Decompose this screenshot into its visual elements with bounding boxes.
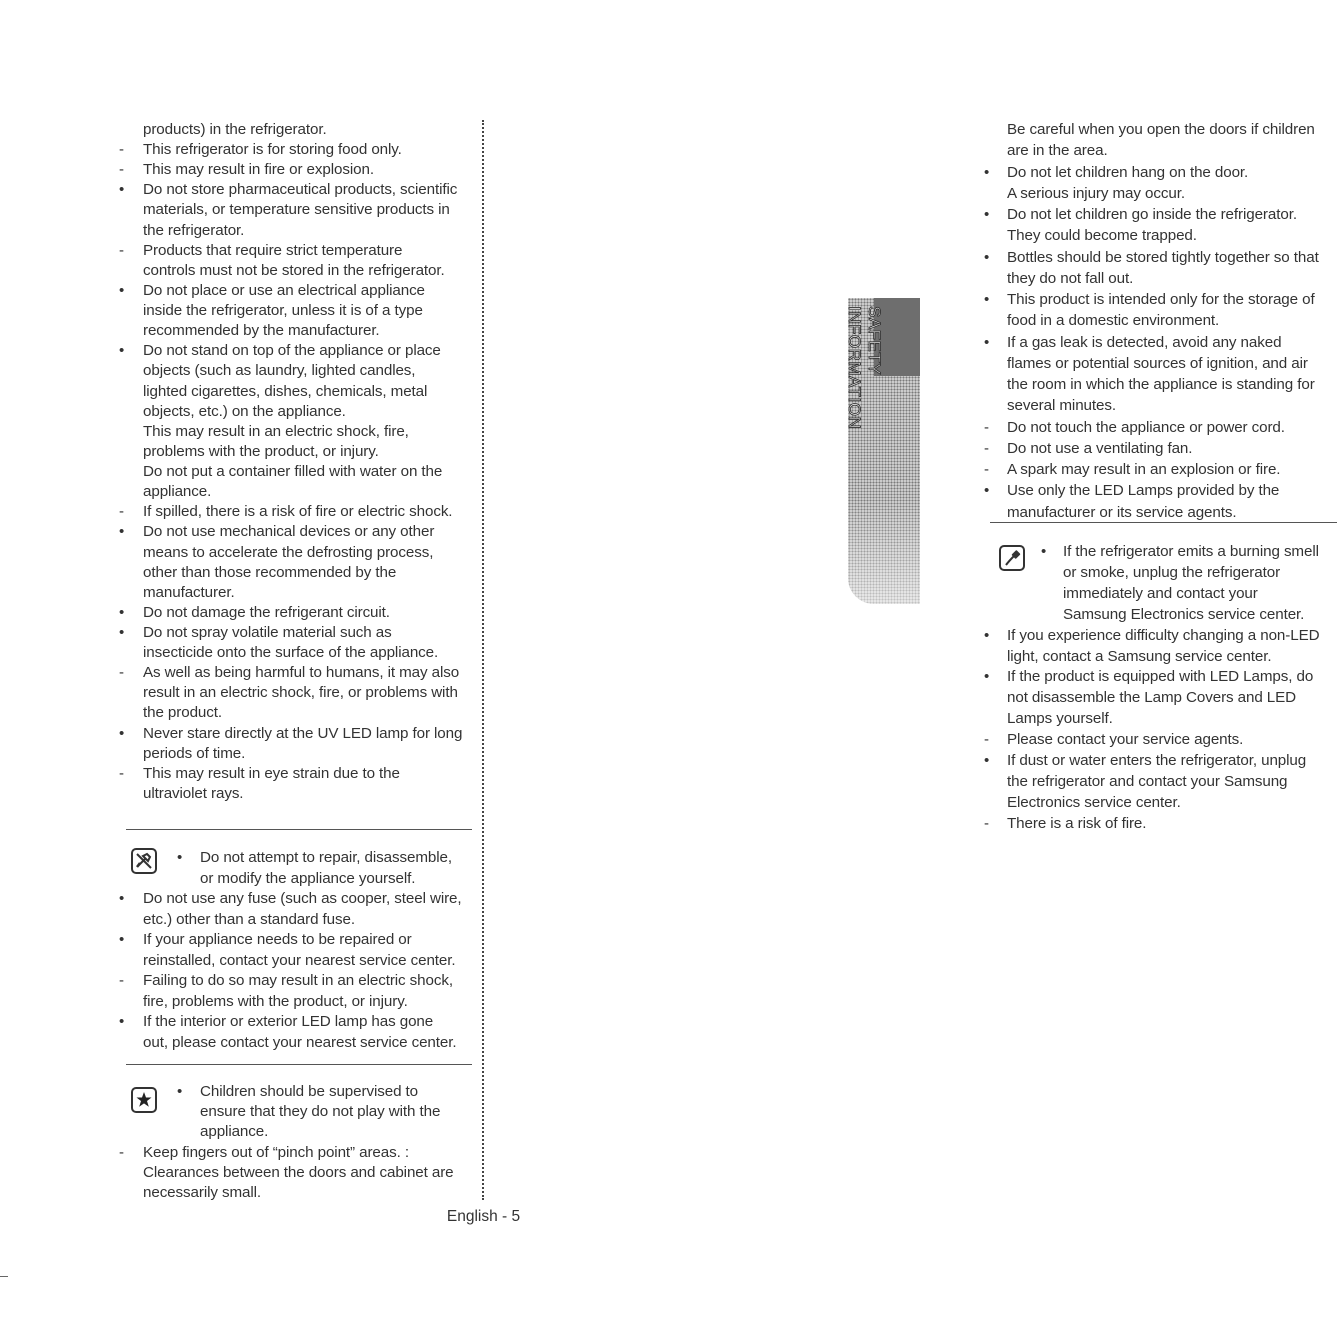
text-line: Do not let children go inside the refrigerator.: [1007, 206, 1297, 223]
bullet-marker: •: [119, 523, 125, 541]
page-number: English - 5: [446, 1208, 521, 1225]
dash-marker: -: [119, 503, 124, 521]
bullet-marker: •: [984, 163, 990, 181]
text-line: are in the area.: [1007, 142, 1108, 160]
bullet-marker: •: [984, 248, 990, 266]
text-line: Please contact your service agents.: [1007, 731, 1244, 749]
text-line: If spilled, there is a risk of fire or electric shock.: [143, 503, 453, 521]
text-line: means to accelerate the defrosting process,: [143, 543, 434, 561]
text-line: A serious injury may occur.: [1007, 184, 1185, 202]
bullet-marker: •: [177, 1083, 183, 1100]
section-divider-2: [126, 1064, 472, 1065]
text-line: Do not damage the refrigerant circuit.: [143, 603, 390, 621]
unplug-icon: [999, 545, 1025, 571]
text-line: the refrigerator and contact your Samsung: [1007, 772, 1288, 790]
text-line: If you experience difficulty changing a non-LED: [1007, 626, 1320, 644]
text-line: This refrigerator is for storing food only.: [143, 141, 402, 159]
text-line: the room in which the appliance is standing for: [1007, 376, 1315, 393]
text-line: If a gas leak is detected, avoid any naked: [1007, 333, 1282, 351]
dash-marker: -: [119, 972, 124, 989]
bullet-marker: •: [984, 333, 990, 351]
text-line: This product is intended only for the storage of: [1007, 291, 1315, 308]
text-line: Do not use a ventilating fan.: [1007, 439, 1193, 457]
text-line: Use only the LED Lamps provided by the: [1007, 482, 1280, 500]
bullet-marker: •: [119, 281, 125, 299]
text-line: inside the refrigerator, unless it is of a type: [143, 302, 423, 320]
text-line: ensure that they do not play with the: [200, 1103, 441, 1121]
text-line: Do not attempt to repair, disassemble,: [200, 849, 452, 866]
text-line: Samsung Electronics service center.: [1063, 605, 1305, 623]
text-line: Children should be supervised to: [200, 1083, 418, 1100]
bullet-marker: •: [984, 752, 990, 769]
text-line: Do not stand on top of the appliance or place: [143, 342, 441, 360]
text-line: or smoke, unplug the refrigerator: [1063, 563, 1281, 581]
bullet-marker: •: [119, 624, 125, 641]
dash-marker: -: [984, 461, 989, 478]
text-line: They could become trapped.: [1007, 227, 1197, 245]
text-line: If dust or water enters the refrigerator, unplug: [1007, 752, 1307, 769]
text-line: light, contact a Samsung service center.: [1007, 647, 1272, 665]
text-line: appliance.: [143, 483, 212, 501]
text-line: insecticide onto the surface of the appliance.: [143, 644, 439, 662]
text-line: Electronics service center.: [1007, 793, 1181, 811]
bullet-marker: •: [984, 668, 990, 686]
dash-marker: -: [984, 418, 989, 436]
text-line: necessarily small.: [143, 1184, 262, 1201]
text-line: This may result in an electric shock, fire,: [143, 422, 409, 440]
bullet-marker: •: [984, 482, 990, 500]
text-line: Do not put a container filled with water on the: [143, 463, 443, 481]
no-disassemble-icon: [131, 848, 157, 874]
text-line: As well as being harmful to humans, it may also: [143, 664, 460, 682]
text-line: products) in the refrigerator.: [143, 121, 327, 138]
text-line: Clearances between the doors and cabinet are: [143, 1163, 454, 1181]
text-line: or modify the appliance yourself.: [200, 869, 416, 887]
bullet-marker: •: [984, 206, 990, 223]
column-divider: [482, 120, 484, 1200]
text-line: several minutes.: [1007, 397, 1116, 415]
bullet-marker: •: [177, 849, 183, 866]
text-line: the product.: [143, 704, 223, 722]
text-line: fire, problems with the product, or injury.: [143, 992, 408, 1010]
bullet-marker: •: [119, 181, 125, 199]
text-line: Do not place or use an electrical appliance: [143, 281, 425, 299]
text-line: Do not store pharmaceutical products, scientific: [143, 181, 458, 199]
bullet-marker: •: [984, 291, 990, 308]
dash-marker: -: [984, 814, 989, 832]
text-line: Failing to do so may result in an electric shock,: [143, 972, 453, 989]
dash-marker: -: [119, 1143, 124, 1161]
text-line: not disassemble the Lamp Covers and LED: [1007, 689, 1297, 707]
dash-marker: -: [984, 731, 989, 749]
text-line: reinstalled, contact your nearest service center.: [143, 951, 456, 969]
text-line: A spark may result in an explosion or fire.: [1007, 461, 1281, 478]
dash-marker: -: [119, 161, 124, 179]
text-line: out, please contact your nearest service center.: [143, 1033, 457, 1051]
text-line: other than those recommended by the: [143, 563, 397, 581]
bullet-marker: •: [119, 342, 125, 360]
text-line: immediately and contact your: [1063, 584, 1258, 602]
text-line: manufacturer or its service agents.: [1007, 503, 1237, 521]
text-line: problems with the product, or injury.: [143, 442, 379, 460]
dash-marker: -: [119, 664, 124, 682]
text-line: This may result in fire or explosion.: [143, 161, 374, 179]
section-tab-label: SAFETY INFORMATION: [845, 306, 884, 430]
text-line: objects (such as laundry, lighted candles,: [143, 362, 416, 380]
bullet-marker: •: [119, 1013, 125, 1030]
bullet-marker: •: [1041, 543, 1047, 560]
text-line: flames or potential sources of ignition, and air: [1007, 354, 1308, 372]
bullet-marker: •: [119, 931, 125, 948]
text-line: they do not fall out.: [1007, 269, 1134, 287]
text-line: lighted cigarettes, dishes, chemicals, metal: [143, 382, 428, 400]
text-line: recommended by the manufacturer.: [143, 322, 380, 340]
text-line: Never stare directly at the UV LED lamp for long: [143, 724, 463, 742]
text-line: the refrigerator.: [143, 221, 245, 239]
text-line: controls must not be stored in the refrigerator.: [143, 261, 445, 279]
text-line: If the refrigerator emits a burning smell: [1063, 543, 1319, 560]
text-line: appliance.: [200, 1123, 269, 1141]
dash-marker: -: [119, 241, 124, 259]
dash-marker: -: [119, 141, 124, 159]
text-line: Be careful when you open the doors if children: [1007, 121, 1315, 138]
text-line: There is a risk of fire.: [1007, 814, 1147, 832]
text-line: result in an electric shock, fire, or problems with: [143, 684, 458, 702]
text-line: materials, or temperature sensitive products in: [143, 201, 450, 219]
text-line: If the interior or exterior LED lamp has gone: [143, 1013, 434, 1030]
text-line: Do not use mechanical devices or any other: [143, 523, 435, 541]
bullet-marker: •: [119, 724, 125, 742]
section-divider: [126, 829, 472, 830]
text-line: objects, etc.) on the appliance.: [143, 402, 346, 420]
text-line: Do not touch the appliance or power cord.: [1007, 418, 1285, 436]
text-line: etc.) other than a standard fuse.: [143, 910, 355, 928]
text-line: Do not spray volatile material such as: [143, 624, 392, 641]
text-line: If your appliance needs to be repaired or: [143, 931, 412, 948]
text-line: Lamps yourself.: [1007, 710, 1113, 728]
text-line: manufacturer.: [143, 583, 235, 601]
text-line: If the product is equipped with LED Lamps, do: [1007, 668, 1314, 686]
text-line: food in a domestic environment.: [1007, 312, 1220, 330]
text-line: This may result in eye strain due to the: [143, 764, 400, 782]
bullet-marker: •: [119, 890, 125, 907]
dash-marker: -: [984, 439, 989, 457]
text-line: periods of time.: [143, 744, 246, 762]
crop-mark: [0, 1276, 8, 1277]
bullet-marker: •: [119, 603, 125, 621]
text-line: Do not let children hang on the door.: [1007, 163, 1249, 181]
dash-marker: -: [119, 764, 124, 782]
text-line: Products that require strict temperature: [143, 241, 403, 259]
bullet-marker: •: [984, 626, 990, 644]
text-line: Keep fingers out of “pinch point” areas. :: [143, 1143, 409, 1161]
text-line: ultraviolet rays.: [143, 784, 244, 802]
child-supervision-icon: [131, 1087, 157, 1113]
text-line: Bottles should be stored tightly together so that: [1007, 248, 1319, 266]
text-line: Do not use any fuse (such as cooper, steel wire,: [143, 890, 462, 907]
